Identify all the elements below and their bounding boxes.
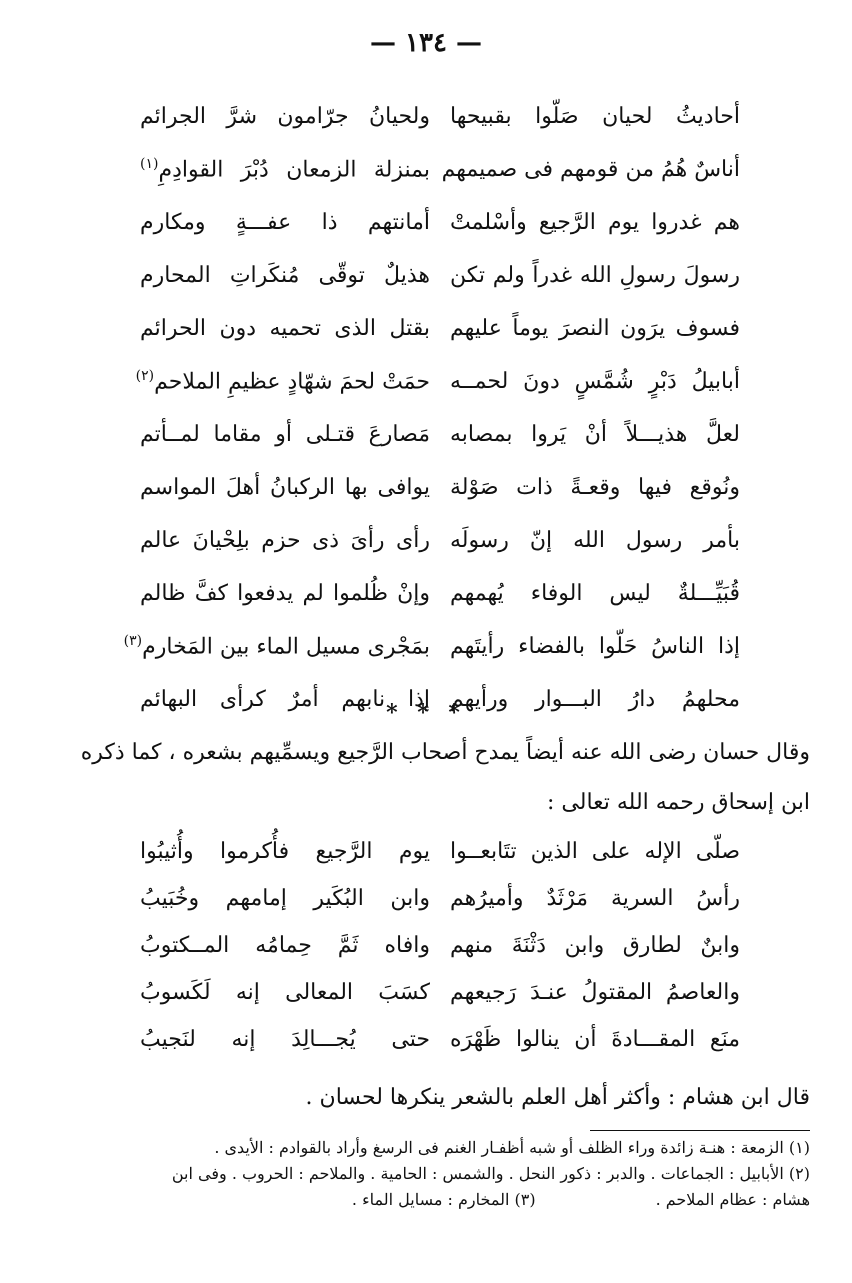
footnote-2-continued: هشام : عظام الملاحم .	[655, 1190, 810, 1209]
verse-second-hemistich	[140, 528, 430, 553]
verse-second-hemistich	[140, 316, 430, 341]
footnote-marker: (٣)	[123, 633, 143, 650]
verse-second-hemistich-text: حمَتْ لحمَ شهّادٍ عظيمِ الملاحم	[154, 369, 430, 395]
verse-row	[140, 90, 740, 143]
verse-row	[140, 922, 740, 969]
verse-row	[140, 196, 740, 249]
verse-first-hemistich: منَع المقـــادةَ أن ينالوا ظَهْرَه	[450, 1027, 740, 1052]
intro-line-2: ابن إسحاق رحمه الله تعالى :	[547, 790, 810, 815]
verse-first-hemistich: فسوف يرَون النصرَ يوماً عليهم	[450, 316, 740, 341]
footnotes	[70, 1135, 810, 1213]
verse-row	[123, 620, 740, 673]
footnote-marker: (١)	[140, 156, 159, 173]
intro-line-1: وقال حسان رضى الله عنه أيضاً يمدح أصحاب الرَّجيع ويسمِّيهم بشعره ، كما ذكره	[80, 740, 810, 765]
verse-second-hemistich	[140, 104, 430, 129]
verse-first-hemistich: أبابيلُ دَبْرٍ شُمَّسٍ دونَ لحمــه	[450, 369, 740, 394]
verse-second-hemistich	[140, 422, 430, 447]
verse-row	[140, 461, 740, 514]
verse-row	[140, 302, 740, 355]
verse-row	[140, 408, 740, 461]
verse-second-hemistich-text: بمنزلة الزمعان دُبْرَ القوادِمِ	[158, 157, 430, 183]
verse-second-hemistich-text: رأى رأىَ ذى حزم بلِحْيانَ عالم	[140, 528, 430, 553]
verse-second-hemistich-text: أمانتهم ذا عفـــةٍ ومكارم	[140, 210, 430, 235]
footnote-2: (٢) الأبابيل : الجماعات . والدبر : ذكور النحل . والشمس : الحامية . والملاحم : الحروب . وفى ابن	[171, 1164, 810, 1183]
verse-row	[140, 249, 740, 302]
verse-row	[140, 875, 740, 922]
verse-second-hemistich-text: وابن البُكَير إمامهم وخُبَيبُ	[140, 886, 430, 911]
verse-first-hemistich: أناسٌ هُمُ من قومهم فى صميمهم	[441, 157, 740, 182]
verse-first-hemistich: وابنٌ لطارق وابن دَثْنَةَ منهم	[450, 933, 740, 958]
verse-first-hemistich: هم غدروا يوم الرَّجيع وأسْلمتْ	[450, 210, 740, 235]
section-separator: * * *	[386, 700, 466, 726]
verse-first-hemistich: أحاديثُ لحيان صَلّوا بقبيحها	[450, 104, 740, 129]
footnote-marker: (٢)	[135, 368, 155, 385]
verse-second-hemistich-text: مَصارعَ قتـلى أو مقاما لمــأتم	[140, 422, 430, 447]
verse-second-hemistich	[140, 886, 430, 911]
verse-second-hemistich	[140, 263, 430, 288]
footnote-divider	[590, 1130, 810, 1131]
verse-second-hemistich	[140, 980, 430, 1005]
verse-second-hemistich-text: ولحيانُ جرّامون شرَّ الجرائم	[140, 104, 430, 129]
verse-row	[135, 355, 740, 408]
poem-two	[140, 828, 740, 1063]
verse-row	[140, 1016, 740, 1063]
verse-second-hemistich-text: هذيلٌ توقّى مُنكَراتِ المحارم	[140, 263, 430, 288]
verse-second-hemistich-text: بمَجْرى مسيل الماء بين المَخارم	[142, 634, 430, 660]
verse-second-hemistich	[140, 839, 430, 864]
verse-second-hemistich	[140, 933, 430, 958]
verse-second-hemistich-text: وافاه ثَمَّ حِمامُه المــكتوبُ	[140, 933, 430, 958]
verse-row	[140, 969, 740, 1016]
verse-row	[140, 828, 740, 875]
verse-second-hemistich-text: إذا نابهم أمرٌ كرأى البهائم	[140, 687, 430, 712]
closing-line: قال ابن هشام : وأكثر أهل العلم بالشعر ينكرها لحسان .	[305, 1085, 810, 1110]
verse-first-hemistich: قُبَيِّـــلةٌ ليس الوفاء يُهمهم	[450, 581, 740, 606]
verse-first-hemistich: صلّى الإله على الذين تتَابعــوا	[450, 839, 740, 864]
verse-second-hemistich-text: يوم الرَّجيع فأُكرموا وأُثيبُوا	[140, 839, 430, 864]
verse-first-hemistich: والعاصمُ المقتولُ عنـدَ رَجيعهم	[450, 980, 740, 1005]
verse-first-hemistich: ونُوقع فيها وقعـةً ذات صَوْلة	[450, 475, 740, 500]
page-number: — ١٣٤ —	[369, 28, 483, 58]
verse-second-hemistich	[140, 581, 430, 606]
verse-first-hemistich: رأسُ السرية مَرْثَدٌ وأميرُهم	[450, 886, 740, 911]
footnote-3: (٣) المخارم : مسايل الماء .	[351, 1190, 536, 1209]
footnote-1: (١) الزمعة : هنـة زائدة وراء الظلف أو شبه أظفـار الغنم فى الرسغ وأراد بالقوادم : الأيدى .	[214, 1138, 810, 1157]
verse-second-hemistich	[140, 210, 430, 235]
verse-first-hemistich: لعلَّ هذيـــلاً أنْ يَروا بمصابه	[450, 422, 740, 447]
verse-first-hemistich: إذا الناسُ حَلّوا بالفضاء رأيتَهم	[450, 634, 740, 659]
verse-second-hemistich	[140, 475, 430, 500]
verse-first-hemistich: رسولَ رسولِ الله غدراً ولم تكن	[450, 263, 740, 288]
verse-first-hemistich: بأمر رسول الله إنّ رسولَه	[450, 528, 740, 553]
poem-one	[123, 90, 740, 726]
verse-first-hemistich: محلهمُ دارُ البـــوار ورأيهم	[450, 687, 740, 712]
verse-row	[140, 514, 740, 567]
verse-second-hemistich	[123, 633, 430, 660]
verse-second-hemistich	[140, 1027, 430, 1052]
verse-second-hemistich	[140, 156, 430, 182]
verse-second-hemistich-text: بقتل الذى تحميه دون الحرائم	[140, 316, 430, 341]
verse-row	[140, 143, 740, 196]
verse-second-hemistich-text: يوافى بها الركبانُ أهلَ المواسم	[140, 475, 430, 500]
verse-second-hemistich-text: كسَبَ المعالى إنه لَكَسوبُ	[140, 980, 430, 1005]
verse-second-hemistich-text: حتى يُجـــالِدَ إنه لنَجيبُ	[140, 1027, 430, 1052]
verse-second-hemistich-text: وإنْ ظُلموا لم يدفعوا كفَّ ظالم	[140, 581, 430, 606]
verse-row	[140, 567, 740, 620]
verse-second-hemistich	[135, 368, 430, 395]
